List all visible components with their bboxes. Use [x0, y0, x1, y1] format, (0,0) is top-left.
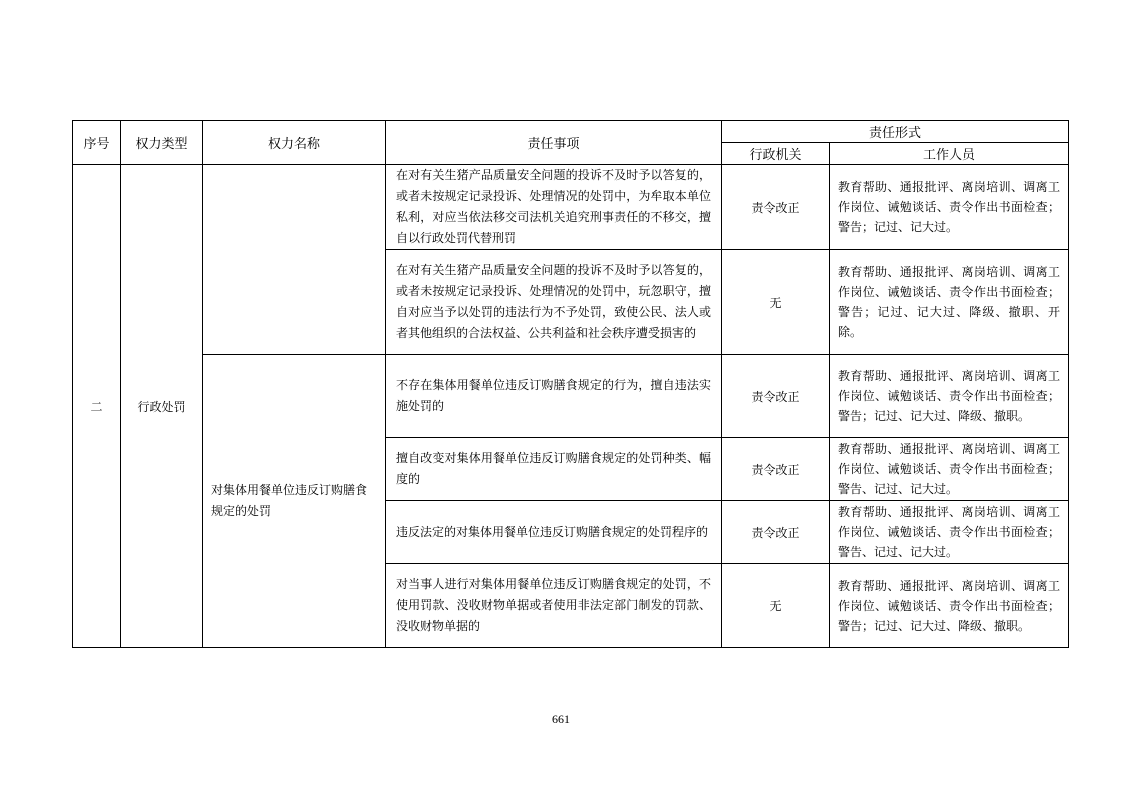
staff-cell: 教育帮助、通报批评、离岗培训、调离工作岗位、诫勉谈话、责令作出书面检查；警告、记过、记大过。	[830, 438, 1069, 501]
header-responsibility-form: 责任形式	[722, 121, 1069, 143]
table-row	[73, 355, 1069, 438]
matter-cell: 在对有关生猪产品质量安全问题的投诉不及时予以答复的，或者未按规定记录投诉、处理情况的处罚中，玩忽职守，擅自对应当予以处罚的违法行为不予处罚，致使公民、法人或者其他组织的合法权益、公共利益和社会秩序遭受损害的	[386, 250, 722, 355]
power-name-cell-2: 对集体用餐单位违反订购膳食规定的处罚	[203, 355, 386, 648]
staff-cell: 教育帮助、通报批评、离岗培训、调离工作岗位、诫勉谈话、责令作出书面检查；警告；记过、记大过、降级、撤职。	[830, 564, 1069, 648]
matter-cell: 擅自改变对集体用餐单位违反订购膳食规定的处罚种类、幅度的	[386, 438, 722, 501]
matter-cell: 对当事人进行对集体用餐单位违反订购膳食规定的处罚，不使用罚款、没收财物单据或者使用非法定部门制发的罚款、没收财物单据的	[386, 564, 722, 648]
header-matter: 责任事项	[386, 121, 722, 165]
header-seq: 序号	[73, 121, 121, 165]
seq-cell: 二	[73, 165, 121, 648]
staff-cell: 教育帮助、通报批评、离岗培训、调离工作岗位、诫勉谈话、责令作出书面检查；警告；记过、记大过、降级、撤职。	[830, 355, 1069, 438]
matter-cell: 违反法定的对集体用餐单位违反订购膳食规定的处罚程序的	[386, 501, 722, 564]
agency-cell: 无	[722, 564, 830, 648]
agency-cell: 责令改正	[722, 501, 830, 564]
page-number: 661	[552, 712, 570, 726]
matter-cell: 在对有关生猪产品质量安全问题的投诉不及时予以答复的，或者未按规定记录投诉、处理情况的处罚中，为牟取本单位私利，对应当依法移交司法机关追究刑事责任的不移交，擅自以行政处罚代替刑罚	[386, 165, 722, 250]
agency-cell: 责令改正	[722, 355, 830, 438]
agency-cell: 责令改正	[722, 165, 830, 250]
staff-cell: 教育帮助、通报批评、离岗培训、调离工作岗位、诫勉谈话、责令作出书面检查；警告、记过、记大过。	[830, 501, 1069, 564]
header-staff: 工作人员	[830, 143, 1069, 165]
agency-cell: 无	[722, 250, 830, 355]
matter-cell: 不存在集体用餐单位违反订购膳食规定的行为，擅自违法实施处罚的	[386, 355, 722, 438]
power-name-cell-1	[203, 165, 386, 355]
staff-cell: 教育帮助、通报批评、离岗培训、调离工作岗位、诫勉谈话、责令作出书面检查；警告；记过、记大过。	[830, 165, 1069, 250]
header-power-name: 权力名称	[203, 121, 386, 165]
agency-cell: 责令改正	[722, 438, 830, 501]
table-row	[73, 165, 1069, 250]
power-type-cell: 行政处罚	[121, 165, 203, 648]
responsibility-table	[72, 120, 1069, 648]
staff-cell: 教育帮助、通报批评、离岗培训、调离工作岗位、诫勉谈话、责令作出书面检查；警告；记过、记大过、降级、撤职、开除。	[830, 250, 1069, 355]
header-power-type: 权力类型	[121, 121, 203, 165]
header-agency: 行政机关	[722, 143, 830, 165]
